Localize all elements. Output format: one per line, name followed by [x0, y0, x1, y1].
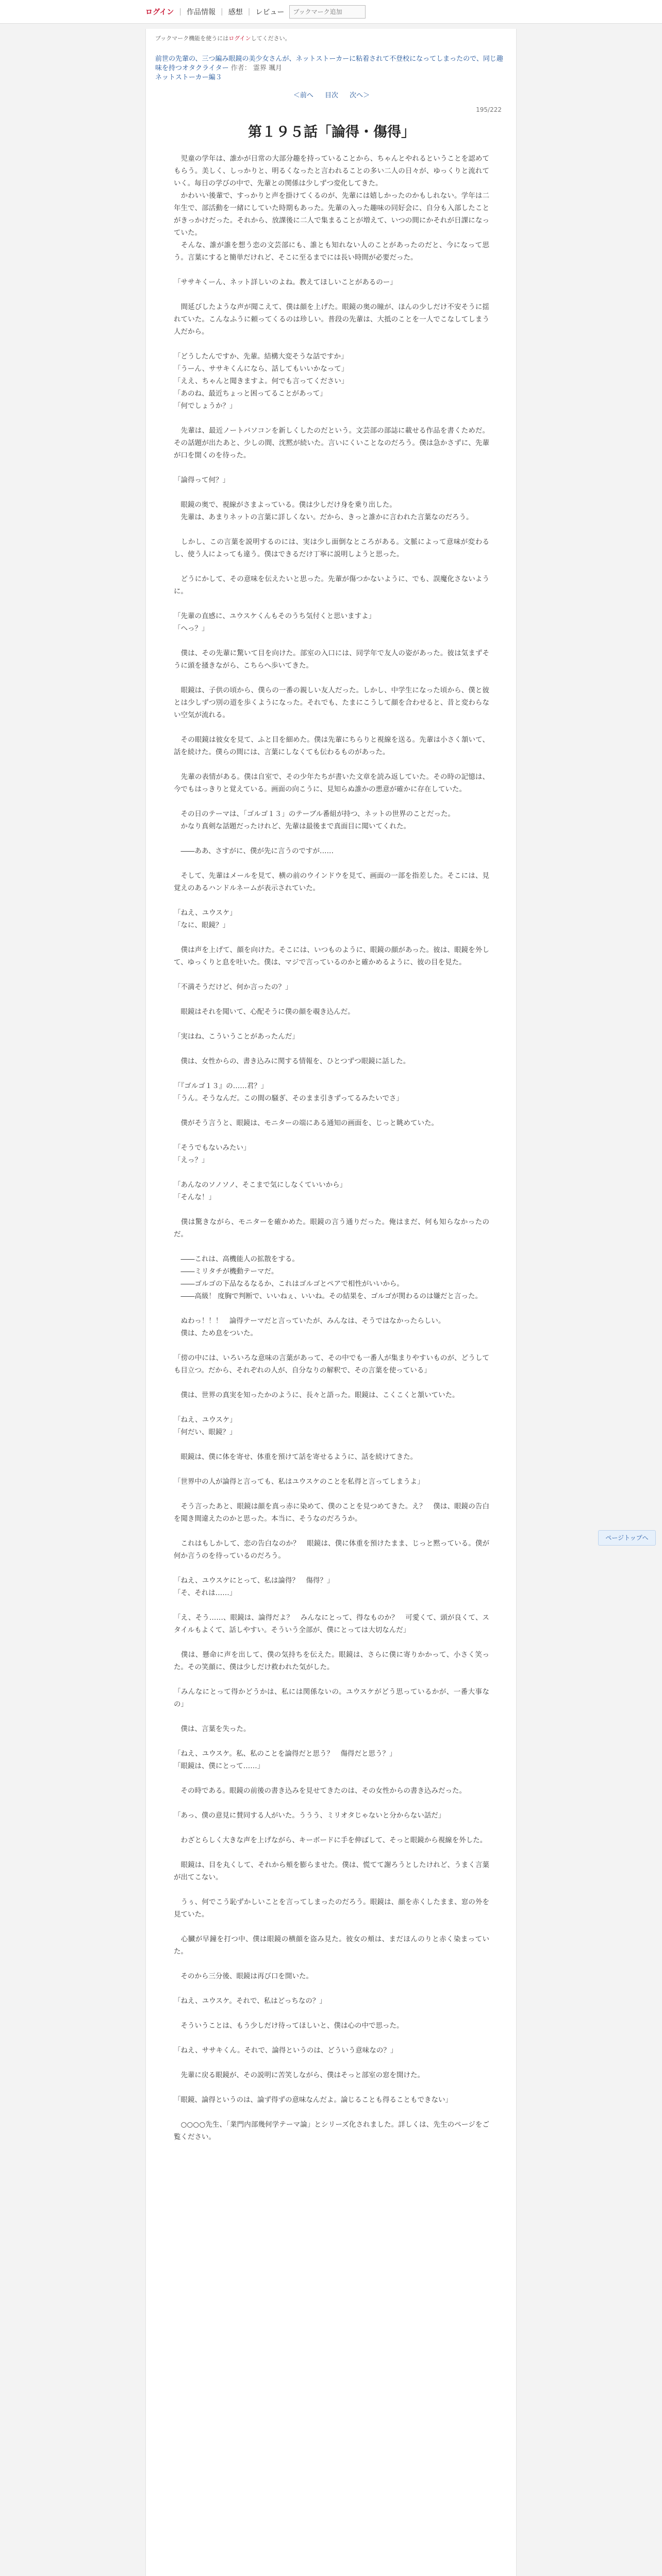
body-paragraph	[174, 1525, 489, 1537]
body-paragraph: 「ねえ、ササキくん。それで、論得というのは、どういう意味なの？」	[174, 2046, 398, 2055]
body-paragraph	[174, 1067, 489, 1080]
body-paragraph: その日のテーマは、「ゴルゴ１３」のテーブル番組が持つ、ネットの世界のことだった。	[174, 810, 455, 818]
body-paragraph: 「なに、眼鏡？」	[174, 921, 229, 929]
body-paragraph	[174, 1204, 489, 1216]
body-paragraph	[174, 795, 489, 808]
body-paragraph	[174, 289, 489, 301]
body-paragraph: 先輩は、最近ノートパソコンを新しくしたのだという。文芸部の部誌に載せる作品を書くためだ。その話題が出たあと、少しの間、沈黙が続いた。言いにくいことなのだろう。僕は急かさずに、先輩が口を開くのを待った。	[174, 427, 489, 460]
body-paragraph: ――高級！ 度胸で判断で、いいねぇ、いいね。その結果を、ゴルゴが関わるのは嫌だと言った。	[174, 1292, 483, 1300]
body-paragraph	[174, 1562, 489, 1574]
body-paragraph: ――ゴルゴの下品なるなるか、これはゴルゴとペアで相性がいいから。	[174, 1280, 404, 1288]
body-paragraph	[174, 894, 489, 907]
body-paragraph: 僕は驚きながら、モニターを確かめた。眼鏡の言う通りだった。俺はまだ、何も知らなかったのだ。	[174, 1218, 489, 1239]
body-paragraph: 「先輩の直感に、ユウスケくんもそのうち気付くと思いますよ」	[174, 612, 376, 620]
body-paragraph: 眼鏡は、目を丸くして、それから頬を膨らませた。僕は、慌てて謝ろうとしたけれど、うまく言葉が出てこない。	[174, 1861, 489, 1882]
pager-top	[146, 90, 517, 99]
body-paragraph	[174, 1241, 489, 1253]
body-paragraph	[174, 1438, 489, 1451]
nav-link-comments[interactable]: 感想	[228, 8, 243, 16]
body-paragraph	[174, 523, 489, 536]
body-paragraph: 「ねえ、ユウスケ。私、私のことを論得だと思う？ 傷得だと思う？」	[174, 1750, 396, 1758]
body-paragraph	[174, 2081, 489, 2094]
body-paragraph: 先輩に戻る眼鏡が、その説明に苦笑しながら、僕はそっと部室の窓を開けた。	[174, 2071, 424, 2079]
body-paragraph: 僕は、懸命に声を出して、僕の気持ちを伝えた。眼鏡は、さらに僕に寄りかかって、小さく笑った。その笑顔に、僕は少しだけ救われた気がした。	[174, 1651, 489, 1671]
body-paragraph: 「ええ、ちゃんと聞きますよ。何でも言ってください」	[174, 377, 349, 385]
body-paragraph: その時である。眼鏡の前後の書き込みを見せてきたのは、その女性からの書き込みだった。	[174, 1787, 466, 1795]
body-paragraph: 「ねえ、ユウスケ。それで、私はどっちなの？」	[174, 1997, 326, 2005]
body-paragraph	[174, 635, 489, 647]
body-paragraph: 「ねえ、ユウスケ」	[174, 909, 237, 917]
author-label: 作者：	[230, 64, 251, 72]
body-paragraph	[174, 1463, 489, 1476]
body-paragraph	[174, 833, 489, 845]
chapter-subtitle: ネットストーカー編３	[155, 74, 222, 81]
body-paragraph: 「不満そうだけど、何か言ったの？」	[174, 983, 292, 991]
nav-link-work-info[interactable]: 作品情報	[187, 8, 216, 16]
body-paragraph: 間延びしたような声が聞こえて、僕は顔を上げた。眼鏡の奥の瞳が、ほんの少しだけ不安そうに揺れていた。こんなふうに頼ってくるのは珍しい。普段の先輩は、大抵のことを一人でこなしてしまう人だから。	[174, 303, 489, 336]
body-paragraph: 眼鏡の奥で、視線がさまよっている。僕は少しだけ身を乗り出した。	[174, 501, 396, 509]
body-paragraph: ――ああ、さすがに、僕が先に言うのですが……	[174, 847, 334, 855]
body-paragraph: ぬわっ！！！ 論得テーマだと言っていたが、みんなは、そうではなかったらしい。	[174, 1317, 445, 1325]
bookmark-notice	[155, 34, 291, 42]
body-paragraph: 「へっ？」	[174, 624, 209, 633]
body-paragraph: 僕は、ため息をついた。	[174, 1329, 257, 1337]
body-paragraph: 僕は、女性からの、書き込みに関する情報を、ひとつずつ眼鏡に話した。	[174, 1057, 410, 1065]
body-paragraph	[174, 462, 489, 474]
body-paragraph: 僕は、その先輩に驚いて目を向けた。部室の入口には、同学年で友人の姿があった。彼は気まずそうに頭を掻きながら、こちらへ歩いてきた。	[174, 649, 489, 670]
body-paragraph	[174, 561, 489, 573]
breadcrumb	[155, 55, 506, 82]
body-paragraph: 「何でしょうか？」	[174, 402, 237, 410]
body-paragraph	[174, 1166, 489, 1179]
top-navigation-bar	[0, 0, 662, 24]
body-paragraph	[174, 2007, 489, 2020]
body-paragraph	[174, 412, 489, 425]
body-paragraph	[174, 1884, 489, 1896]
body-paragraph	[174, 1822, 489, 1834]
body-paragraph	[174, 1958, 489, 1970]
body-paragraph: 先輩は、あまりネットの言葉に詳しくない。だから、きっと誰かに言われた言葉なのだろう。	[174, 513, 473, 521]
login-link[interactable]: ログイン	[145, 8, 174, 16]
body-paragraph: 僕は、世界の真実を知ったかのように、長々と語った。眼鏡は、こくこくと頷いていた。	[174, 1391, 459, 1399]
body-paragraph	[174, 758, 489, 771]
body-paragraph	[174, 721, 489, 734]
body-paragraph: ○○○○先生、「業門内部幾何学テーマ論」とシリーズ化されました。詳しくは、先生のページをご覧ください。	[174, 2121, 489, 2141]
body-paragraph	[174, 1043, 489, 1055]
body-paragraph: 「論得って何？」	[174, 476, 229, 484]
body-paragraph	[174, 1735, 489, 1748]
body-paragraph: 眼鏡は、子供の頃から、僕らの一番の親しい友人だった。しかし、中学生になった頃から、僕と彼とは少しずつ別の道を歩くようになった。それでも、たまにこうして顔を合わせると、昔と変わらない空気が流れる。	[174, 686, 489, 719]
body-paragraph	[174, 1710, 489, 1723]
body-paragraph	[174, 1673, 489, 1686]
body-paragraph: かなり真剣な話題だったけれど、先輩は最後まで真面目に聞いてくれた。	[174, 822, 410, 831]
body-paragraph: そういうことは、もう少しだけ待ってほしいと、僕は心の中で思った。	[174, 2022, 404, 2030]
body-paragraph	[174, 1018, 489, 1030]
body-paragraph: 「みんなにとって得かどうかは、私には関係ないの。ユウスケがどう思っているかが、一番大事なの」	[174, 1688, 489, 1708]
body-paragraph: 眼鏡は、僕に体を寄せ、体重を預けて話を寄せるように、話を続けてきた。	[174, 1453, 418, 1461]
notice-suffix: してください。	[251, 35, 291, 42]
body-paragraph: 「世界中の人が論得と言っても、私はユウスケのことを私得と言ってしまうよ」	[174, 1478, 424, 1486]
nav-separator: |	[179, 8, 182, 16]
body-paragraph	[174, 1105, 489, 1117]
body-paragraph	[174, 2032, 489, 2044]
body-paragraph: どうにかして、その意味を伝えたいと思った。先輩が傷つかないように、でも、誤魔化さないように。	[174, 575, 489, 596]
notice-login-link[interactable]: ログイン	[228, 35, 251, 42]
body-paragraph	[174, 1302, 489, 1315]
episode-title: 第１９５話「論得・傷得」	[248, 124, 415, 140]
notice-prefix: ブックマーク機能を使うには	[155, 35, 229, 42]
body-paragraph	[174, 1772, 489, 1785]
body-paragraph: これはもしかして、恋の告白なのか？ 眼鏡は、僕に体重を預けたまま、じっと黙っている。僕が何か言うのを待っているのだろう。	[174, 1539, 489, 1560]
prev-episode-link[interactable]: ＜前へ	[293, 92, 313, 99]
content-page	[145, 29, 517, 2576]
body-paragraph: 児童の学年は、誰かが日常の大部分趣を持っていることから、ちゃんとやれるということを認めてもらう。美しく、しっかりと、明るくなったと言われることの多い二人の日々が、ゆっくりと流れていく。毎日の学びの中で、先輩との関係は少しずつ変化してきた。	[174, 155, 489, 188]
body-paragraph: 「実はね、こういうことがあったんだ」	[174, 1032, 299, 1041]
body-paragraph: 「何だい、眼鏡？」	[174, 1428, 237, 1436]
body-paragraph	[174, 969, 489, 981]
body-paragraph	[174, 2057, 489, 2069]
body-paragraph	[174, 672, 489, 684]
body-paragraph	[174, 1797, 489, 1809]
body-paragraph	[174, 1488, 489, 1500]
body-paragraph	[174, 1636, 489, 1649]
body-paragraph: 僕は声を上げて、顔を向けた。そこには、いつものように、眼鏡の顔があった。彼は、眼鏡を外して、ゆっくりと息を吐いた。僕は、マジで言っているのかと確かめるように、彼の目を見た。	[174, 946, 489, 967]
body-paragraph: 「あんなのソノソノ、そこまで気にしなくていいから」	[174, 1181, 347, 1189]
body-paragraph	[174, 1377, 489, 1389]
body-paragraph: 「眼鏡、論得というのは、論ず得ずの意味なんだよ。論じることも得ることもできない」	[174, 2096, 452, 2104]
body-paragraph: 眼鏡はそれを聞いて、心配そうに僕の顔を覗き込んだ。	[174, 1008, 355, 1016]
body-paragraph: 「え、そう……、眼鏡は、論得だよ？ みんなにとって、得なものか？ 可愛くて、頭が良くて、スタイルもよくて、話しやすい。そういう全部が、僕にとっては大切なんだ」	[174, 1614, 489, 1634]
body-paragraph: うぅ、何でこう恥ずかしいことを言ってしまったのだろう。眼鏡は、顔を赤くしたまま、窓の外を見ていた。	[174, 1898, 489, 1919]
body-paragraph	[174, 1921, 489, 1933]
body-paragraph: そんな、誰が誰を想う恋の文芸部にも、誰とも知れない人のことがあったのだと、今になって思う。言葉にすると簡単だけれど、そこに至るまでには長い時間が必要だった。	[174, 241, 489, 262]
body-paragraph	[174, 486, 489, 499]
body-paragraph	[174, 1846, 489, 1859]
body-paragraph: 「『ゴルゴ１３』の……君？」	[174, 1082, 268, 1090]
body-paragraph: 「そんな！」	[174, 1193, 216, 1201]
body-paragraph: ――ミリタチが機動テーマだ。	[174, 1267, 278, 1276]
nav-separator: |	[221, 8, 223, 16]
body-paragraph: 「うん。そうなんだ。この間の騒ぎ、そのまま引きずってるみたいでさ」	[174, 1094, 403, 1103]
body-paragraph: そう言ったあと、眼鏡は顔を真っ赤に染めて、僕のことを見つめてきた。え？ 僕は、眼鏡の告白を聞き間違えたのかと思った。本当に、そうなのだろうか。	[174, 1502, 489, 1523]
body-paragraph	[174, 1982, 489, 1995]
body-paragraph: 「ねえ、ユウスケ」	[174, 1416, 237, 1424]
body-paragraph	[174, 598, 489, 610]
body-paragraph: かわいい後輩で、すっかりと声を掛けてくるのが、先輩には嬉しかったのかもしれない。学年は二年生で、部活動を一緒にしていた時期もあった。先輩の入った趣味の同好会に、自分も入部したことがきっかけだった。それから、放課後に二人で集まることが増えて、いつの間にかそれが日課になっていた。	[174, 192, 489, 237]
body-paragraph: 「どうしたんですか、先輩。結構大変そうな話ですか」	[174, 352, 348, 361]
episode-body	[174, 152, 489, 2143]
body-paragraph: 「そ、それは……」	[174, 1589, 237, 1597]
body-paragraph: 心臓が早鐘を打つ中、僕は眼鏡の横顔を盗み見た。彼女の頬は、まだほんのりと赤く染まっていた。	[174, 1935, 489, 1956]
body-paragraph: 「ササキくーん、ネット詳しいのよね。教えてほしいことがあるのー」	[174, 278, 397, 286]
body-paragraph	[174, 264, 489, 276]
body-paragraph: 「えっ？」	[174, 1156, 209, 1164]
body-paragraph	[174, 857, 489, 870]
body-paragraph	[174, 993, 489, 1006]
body-paragraph: 僕がそう言うと、眼鏡は、モニターの端にある通知の画面を、じっと眺めていた。	[174, 1119, 438, 1127]
nav-link-reviews[interactable]: レビュー	[255, 8, 285, 16]
body-paragraph	[174, 1340, 489, 1352]
body-paragraph	[174, 1129, 489, 1142]
body-paragraph: 先輩の表情がある。僕は自室で、その少年たちが書いた文章を読み返していた。その時の記憶は、今でもはっきりと覚えている。画面の向こうに、見知らぬ誰かの悪意が確かに存在していた。	[174, 773, 489, 793]
body-paragraph	[174, 2106, 489, 2119]
body-paragraph	[174, 931, 489, 944]
body-paragraph: 「あっ、僕の意見に賛同する人がいた。ううう、ミリオタじゃないと分からない話だ」	[174, 1811, 445, 1820]
body-paragraph: 「うーん、ササキくんになら、話してもいいかなって」	[174, 365, 349, 373]
nav-separator: |	[247, 8, 251, 16]
body-paragraph	[174, 1401, 489, 1414]
page-number: 195/222	[476, 106, 502, 113]
body-paragraph: そして、先輩はメールを見て、横の前のウインドウを見て、画面の一部を指差した。そこには、見覚えのあるハンドルネームが表示されていた。	[174, 872, 489, 892]
body-paragraph: その眼鏡は彼女を見て、ふと目を細めた。僕は先輩にちらりと視線を送る。先輩は小さく頷いて、話を続けた。僕らの間には、言葉にしなくても伝わるものがあった。	[174, 736, 489, 756]
table-of-contents-link[interactable]: 目次	[324, 92, 338, 99]
body-paragraph: 「眼鏡は、僕にとって……」	[174, 1762, 264, 1770]
bookmark-input[interactable]	[289, 5, 366, 19]
body-paragraph: 僕は、言葉を失った。	[174, 1725, 251, 1733]
body-paragraph: そのから三分後、眼鏡は再び口を開いた。	[174, 1972, 313, 1980]
author-link[interactable]: 霊界 颯月	[253, 64, 283, 72]
top-navigation-inner	[145, 5, 517, 19]
body-paragraph	[174, 1599, 489, 1612]
body-paragraph: ――これは、高機能人の拡散をする。	[174, 1255, 299, 1263]
body-paragraph: わざとらしく大きな声を上げながら、キーボードに手を伸ばして、そっと眼鏡から視線を外した。	[174, 1836, 487, 1844]
body-paragraph	[174, 338, 489, 350]
body-paragraph: 「傍の中には、いろいろな意味の言葉があって、その中でも一番人が集まりやすいものが、どうしても目立つ。だから、それぞれの人が、自分なりの解釈で、その言葉を使っている」	[174, 1354, 489, 1375]
work-title-link[interactable]: 前世の先輩の、三つ編み眼鏡の美少女さんが、ネットストーカーに粘着されて不登校になってしまったので、同じ趣味を持つオタクライター	[155, 55, 503, 72]
body-paragraph: 「そうでもないみたい」	[174, 1144, 251, 1152]
body-paragraph: 「ねえ、ユウスケにとって、私は論得？ 傷得？」	[174, 1577, 334, 1585]
next-episode-link[interactable]: 次へ＞	[350, 92, 370, 99]
body-paragraph: 「あのね、最近ちょっと困ってることがあって」	[174, 389, 327, 398]
page-top-button[interactable]: ページトップへ	[598, 1530, 656, 1546]
body-paragraph: しかし、この言葉を説明するのには、実は少し面倒なところがある。文脈によって意味が変わるし、使う人によっても違う。僕はできるだけ丁寧に説明しようと思った。	[174, 538, 489, 558]
